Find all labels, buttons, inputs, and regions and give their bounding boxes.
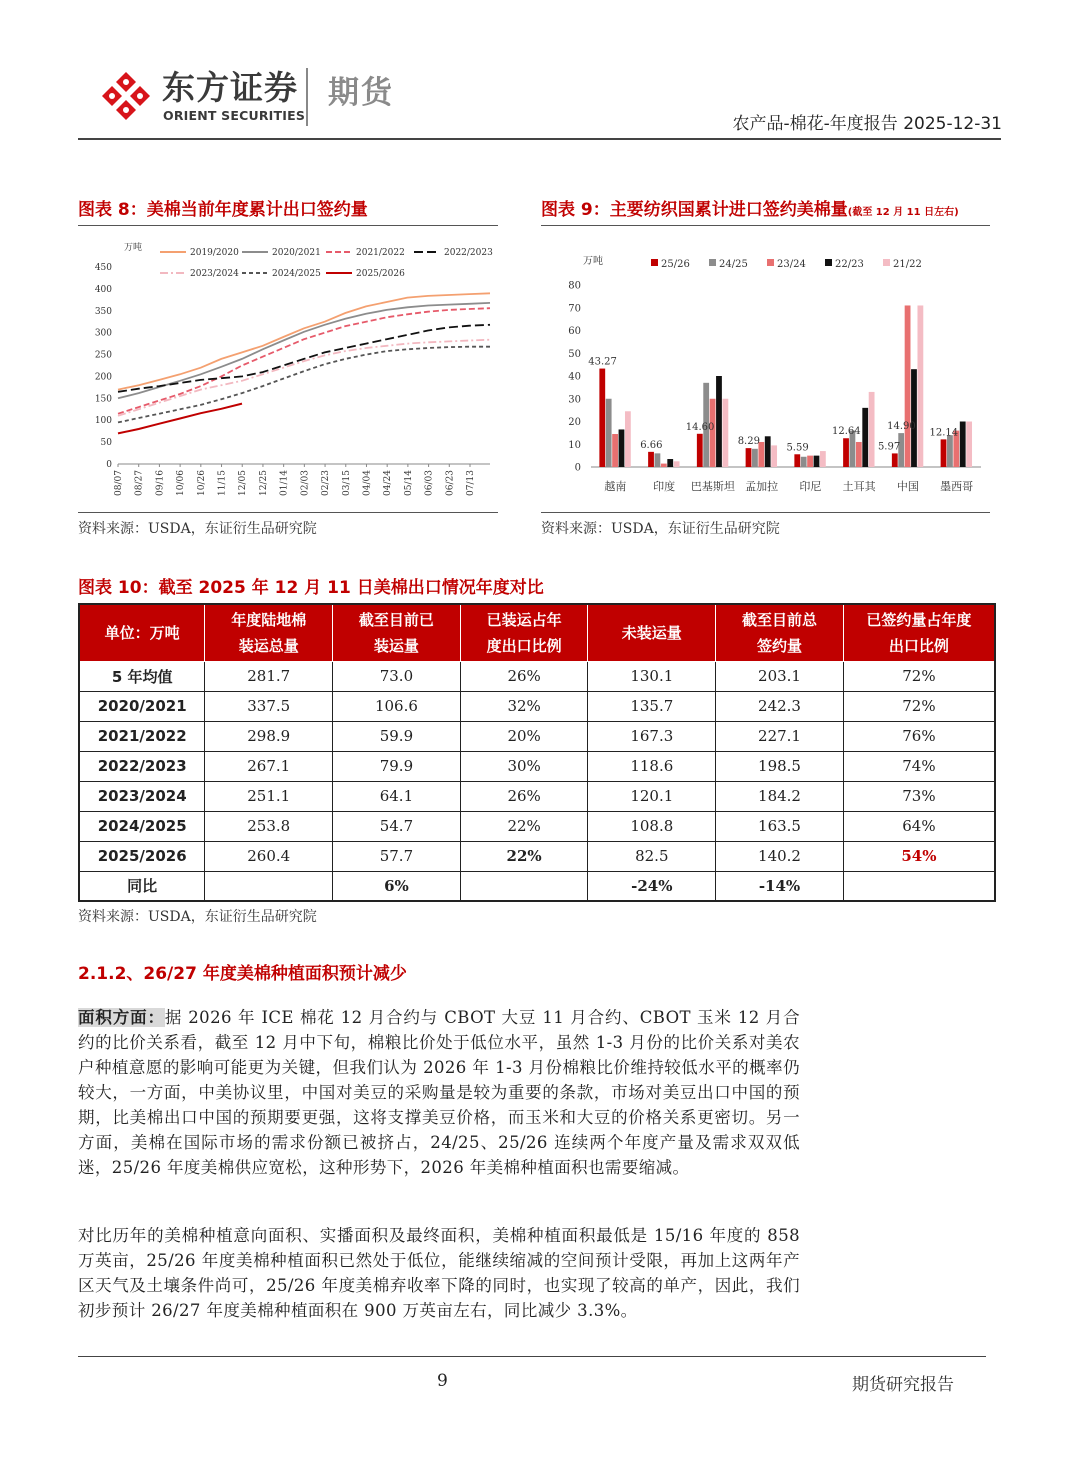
paragraph-1 xyxy=(78,1005,800,1180)
x-tick-label: 07/13 xyxy=(466,470,476,496)
table-cell: 54.7 xyxy=(333,811,461,841)
bar-25-26 xyxy=(892,453,898,467)
data-label: 12.14 xyxy=(929,427,959,439)
table-cell: 82.5 xyxy=(588,841,716,871)
y-tick-label: 400 xyxy=(94,284,112,295)
table-cell xyxy=(460,871,588,901)
x-category-label: 孟加拉 xyxy=(745,480,779,493)
y-unit-label: 万吨 xyxy=(583,256,603,267)
series-line-2023-2024 xyxy=(118,340,490,416)
x-category-label: 中国 xyxy=(896,480,919,493)
y-tick-label: 60 xyxy=(568,326,581,337)
fig9-title xyxy=(541,200,959,223)
table-cell: 242.3 xyxy=(716,691,844,721)
footer-label: 期货研究报告 xyxy=(852,1375,954,1395)
header-rule xyxy=(78,138,1001,140)
x-tick-label: 04/24 xyxy=(383,470,394,496)
bar-22-23 xyxy=(667,459,673,467)
legend-label: 25/26 xyxy=(661,259,690,270)
x-tick-label: 05/14 xyxy=(403,470,414,496)
bar-25-26 xyxy=(941,439,947,467)
table-cell: 253.8 xyxy=(205,811,333,841)
x-tick-label: 06/23 xyxy=(445,470,456,496)
legend-label: 24/25 xyxy=(719,259,748,270)
table-row xyxy=(79,661,995,691)
data-label: 8.29 xyxy=(737,436,760,448)
x-tick-label: 08/27 xyxy=(134,470,145,496)
x-tick-label: 06/03 xyxy=(424,470,435,496)
table-cell: 22% xyxy=(460,841,588,871)
table-cell: 298.9 xyxy=(205,721,333,751)
table-row-header: 同比 xyxy=(79,871,205,901)
table-row xyxy=(79,871,995,901)
table-row-header: 5 年均值 xyxy=(79,661,205,691)
table-cell: 72% xyxy=(843,661,995,691)
fig9-bottom-rule xyxy=(541,512,990,513)
table-row xyxy=(79,781,995,811)
table-row-header: 2020/2021 xyxy=(79,691,205,721)
fig8-title: 图表 8：美棉当前年度累计出口签约量 xyxy=(78,200,368,220)
table-row-header: 2022/2023 xyxy=(79,751,205,781)
table-cell: 30% xyxy=(460,751,588,781)
table-cell: 106.6 xyxy=(333,691,461,721)
bar-25-26 xyxy=(794,454,800,467)
legend-swatch xyxy=(709,259,716,266)
y-tick-label: 0 xyxy=(106,460,112,470)
y-tick-label: 50 xyxy=(568,348,581,360)
table-cell: 57.7 xyxy=(333,841,461,871)
table-column-header: 年度陆地棉 装运总量 xyxy=(205,604,333,661)
table-cell: -24% xyxy=(588,871,716,901)
table-cell: 64% xyxy=(843,811,995,841)
footer-rule xyxy=(78,1356,986,1357)
bar-23-24 xyxy=(807,456,813,467)
data-label: 14.90 xyxy=(887,421,916,433)
bar-23-24 xyxy=(710,399,716,467)
paragraph-1-lead: 面积方面： xyxy=(78,1008,165,1027)
y-unit-label: 万吨 xyxy=(124,243,143,253)
data-label: 5.59 xyxy=(786,442,809,454)
legend-label: 2020/2021 xyxy=(272,248,321,258)
table-column-header: 已装运占年 度出口比例 xyxy=(460,604,588,661)
bar-25-26 xyxy=(843,438,849,467)
bar-21-22 xyxy=(722,399,728,467)
y-tick-label: 300 xyxy=(94,328,112,339)
page-number: 9 xyxy=(437,1371,448,1391)
fig9-source: 资料来源：USDA，东证衍生品研究院 xyxy=(541,521,780,537)
x-tick-label: 01/14 xyxy=(279,470,290,496)
legend-label: 2025/2026 xyxy=(356,269,405,279)
table-cell: 32% xyxy=(460,691,588,721)
x-tick-label: 02/23 xyxy=(321,470,332,496)
bar-22-23 xyxy=(765,436,771,467)
table-cell: -14% xyxy=(716,871,844,901)
table-cell: 26% xyxy=(460,661,588,691)
data-label: 14.60 xyxy=(685,421,715,433)
table-row xyxy=(79,751,995,781)
bar-25-26 xyxy=(599,369,605,467)
table-cell: 163.5 xyxy=(716,811,844,841)
division-label: 期货 xyxy=(328,75,394,111)
bar-22-23 xyxy=(911,369,917,467)
table-column-header: 截至目前总 签约量 xyxy=(716,604,844,661)
y-tick-label: 30 xyxy=(568,394,581,406)
table-cell: 260.4 xyxy=(205,841,333,871)
bar-21-22 xyxy=(820,451,826,467)
x-category-label: 土耳其 xyxy=(842,480,876,493)
x-tick-label: 10/26 xyxy=(196,470,207,496)
table-row-header: 2025/2026 xyxy=(79,841,205,871)
paragraph-1-body: 据 2026 年 ICE 棉花 12 月合约与 CBOT 大豆 11 月合约、CBOT 玉米 12 月合约的比价关系看，截至 12 月中下旬，棉粮比价处于低位水平，虽然 1-3 月份的比价关系对美农户种植意愿的影响可能更为关键，但我们认为 2026 年 1-3 月份棉粮比价维持较低水平的概率仍较大，一方面，中美协议里，中国对美豆的采购量是较为重要的条款，市场对美豆出口中国的预期，比美棉出口中国的预期要更强，这将支撑美豆价格，而玉米和大豆的价格关系更密切。另一方面，美棉在国际市场的需求份额已被挤占，24/25、25/26 连续两个年度产量及需求双双低迷，25/26 年度美棉供应宽松，这种形势下，2026 年美棉种植面积也需要缩减。 xyxy=(78,1008,800,1177)
table-row xyxy=(79,721,995,751)
x-tick-label: 03/15 xyxy=(341,470,352,496)
table-row-header: 2021/2022 xyxy=(79,721,205,751)
x-category-label: 巴基斯坦 xyxy=(690,480,735,493)
fig10-source: 资料来源：USDA，东证衍生品研究院 xyxy=(78,909,317,925)
fig10-table xyxy=(78,603,996,902)
table-cell: 337.5 xyxy=(205,691,333,721)
table-cell: 74% xyxy=(843,751,995,781)
table-cell xyxy=(205,871,333,901)
table-row xyxy=(79,811,995,841)
header-divider xyxy=(306,68,308,126)
bar-22-23 xyxy=(862,408,868,467)
y-tick-label: 70 xyxy=(568,303,581,315)
legend-swatch xyxy=(651,259,658,266)
table-cell: 251.1 xyxy=(205,781,333,811)
legend-label: 21/22 xyxy=(893,259,922,270)
table-cell: 108.8 xyxy=(588,811,716,841)
legend-label: 2024/2025 xyxy=(272,269,321,279)
y-tick-label: 20 xyxy=(568,417,581,428)
bar-22-23 xyxy=(716,376,722,467)
table-row xyxy=(79,841,995,871)
bar-24-25 xyxy=(801,457,807,467)
table-cell xyxy=(843,871,995,901)
legend-label: 2019/2020 xyxy=(190,248,239,258)
orient-securities-logo-icon xyxy=(100,70,152,122)
data-label: 12.64 xyxy=(832,426,861,438)
bar-25-26 xyxy=(648,452,654,467)
table-cell: 73% xyxy=(843,781,995,811)
legend-label: 2023/2024 xyxy=(190,269,239,279)
x-category-label: 印度 xyxy=(653,480,676,493)
table-header-row xyxy=(79,604,995,661)
bar-24-25 xyxy=(752,449,758,467)
y-tick-label: 200 xyxy=(94,372,112,383)
table-cell: 267.1 xyxy=(205,751,333,781)
paragraph-2: 对比历年的美棉种植意向面积、实播面积及最终面积，美棉种植面积最低是 15/16 年度的 858 万英亩，25/26 年度美棉种植面积已然处于低位，能继续缩减的空间预计受限，再加上这两年产区天气及土壤条件尚可，25/26 年度美棉弃收率下降的同时，也实现了较高的单产，因此，我们初步预计 26/27 年度美棉种植面积在 900 万英亩左右，同比减少 3.3%。 xyxy=(78,1226,800,1320)
bar-21-22 xyxy=(966,422,972,468)
data-label: 5.97 xyxy=(877,441,901,453)
table-cell: 59.9 xyxy=(333,721,461,751)
table-cell: 73.0 xyxy=(333,661,461,691)
y-tick-label: 0 xyxy=(574,462,581,474)
legend-swatch xyxy=(767,259,774,266)
fig8-line-chart xyxy=(78,232,508,502)
table-cell: 6% xyxy=(333,871,461,901)
x-tick-label: 09/16 xyxy=(155,470,166,496)
brand-name-cn: 东方证券 xyxy=(162,68,298,107)
table-cell: 227.1 xyxy=(716,721,844,751)
bar-24-25 xyxy=(947,435,953,467)
fig8-bottom-rule xyxy=(78,512,498,513)
y-tick-label: 150 xyxy=(94,394,112,405)
x-category-label: 越南 xyxy=(604,480,627,493)
bar-22-23 xyxy=(814,456,820,467)
bar-21-22 xyxy=(771,445,777,467)
x-tick-label: 12/25 xyxy=(258,470,269,496)
table-column-header: 已签约量占年度 出口比例 xyxy=(843,604,995,661)
table-cell: 64.1 xyxy=(333,781,461,811)
data-label: 6.66 xyxy=(640,439,663,451)
report-label: 农产品-棉花-年度报告 2025-12-31 xyxy=(732,114,1002,134)
y-tick-label: 50 xyxy=(100,438,112,449)
x-tick-label: 12/05 xyxy=(238,470,249,496)
bar-21-22 xyxy=(917,305,923,467)
legend-label: 2021/2022 xyxy=(356,248,405,258)
table-cell: 54% xyxy=(843,841,995,871)
table-cell: 184.2 xyxy=(716,781,844,811)
x-category-label: 印尼 xyxy=(799,480,822,493)
bar-23-24 xyxy=(905,305,911,467)
table-cell: 167.3 xyxy=(588,721,716,751)
section-title: 2.1.2、26/27 年度美棉种植面积预计减少 xyxy=(78,964,407,984)
table-cell: 118.6 xyxy=(588,751,716,781)
brand-name-en: ORIENT SECURITIES xyxy=(163,108,306,123)
table-cell: 20% xyxy=(460,721,588,751)
fig9-title-rule xyxy=(541,225,990,226)
table-cell: 130.1 xyxy=(588,661,716,691)
table-cell: 120.1 xyxy=(588,781,716,811)
x-tick-label: 04/04 xyxy=(362,470,373,496)
fig9-title-main: 图表 9：主要纺织国累计进口签约美棉量 xyxy=(541,200,848,220)
y-tick-label: 100 xyxy=(94,416,112,427)
bar-21-22 xyxy=(869,392,875,467)
table-cell: 76% xyxy=(843,721,995,751)
y-tick-label: 10 xyxy=(568,439,581,451)
bar-23-24 xyxy=(661,464,667,467)
fig10-title: 图表 10：截至 2025 年 12 月 11 日美棉出口情况年度对比 xyxy=(78,578,544,598)
table-column-header: 截至目前已 装运量 xyxy=(333,604,461,661)
table-row-header: 2023/2024 xyxy=(79,781,205,811)
x-tick-label: 02/03 xyxy=(300,470,311,496)
table-cell: 26% xyxy=(460,781,588,811)
bar-24-25 xyxy=(655,453,661,467)
legend-label: 22/23 xyxy=(835,259,864,270)
bar-23-24 xyxy=(612,434,618,467)
data-label: 43.27 xyxy=(588,356,617,368)
fig9-bar-chart xyxy=(541,232,990,502)
y-tick-label: 80 xyxy=(568,280,581,292)
bar-25-26 xyxy=(697,434,703,467)
fig8-source: 资料来源：USDA，东证衍生品研究院 xyxy=(78,521,317,537)
x-category-label: 墨西哥 xyxy=(940,480,974,493)
y-tick-label: 40 xyxy=(568,371,581,383)
x-tick-label: 08/07 xyxy=(114,470,124,496)
legend-label: 2022/2023 xyxy=(444,248,493,258)
table-cell: 72% xyxy=(843,691,995,721)
bar-21-22 xyxy=(625,411,631,467)
y-tick-label: 250 xyxy=(94,350,112,361)
table-cell: 203.1 xyxy=(716,661,844,691)
legend-swatch xyxy=(825,259,832,266)
table-row-header: 2024/2025 xyxy=(79,811,205,841)
y-tick-label: 450 xyxy=(94,263,112,273)
legend-swatch xyxy=(883,259,890,266)
table-row xyxy=(79,691,995,721)
table-cell: 281.7 xyxy=(205,661,333,691)
fig8-title-rule xyxy=(78,225,498,226)
table-cell: 22% xyxy=(460,811,588,841)
fig9-title-note: (截至 12 月 11 日左右) xyxy=(847,207,959,218)
x-tick-label: 10/06 xyxy=(176,470,187,496)
x-tick-label: 11/15 xyxy=(217,470,228,496)
legend-label: 23/24 xyxy=(777,259,806,270)
bar-22-23 xyxy=(619,429,625,467)
bar-25-26 xyxy=(746,448,752,467)
bar-21-22 xyxy=(674,461,680,467)
table-cell: 140.2 xyxy=(716,841,844,871)
table-column-header: 单位：万吨 xyxy=(79,604,205,661)
table-cell: 198.5 xyxy=(716,751,844,781)
bar-22-23 xyxy=(960,422,966,468)
y-tick-label: 350 xyxy=(94,306,112,317)
table-cell: 79.9 xyxy=(333,751,461,781)
bar-24-25 xyxy=(606,399,612,467)
table-column-header: 未装运量 xyxy=(588,604,716,661)
table-cell: 135.7 xyxy=(588,691,716,721)
bar-23-24 xyxy=(856,442,862,467)
